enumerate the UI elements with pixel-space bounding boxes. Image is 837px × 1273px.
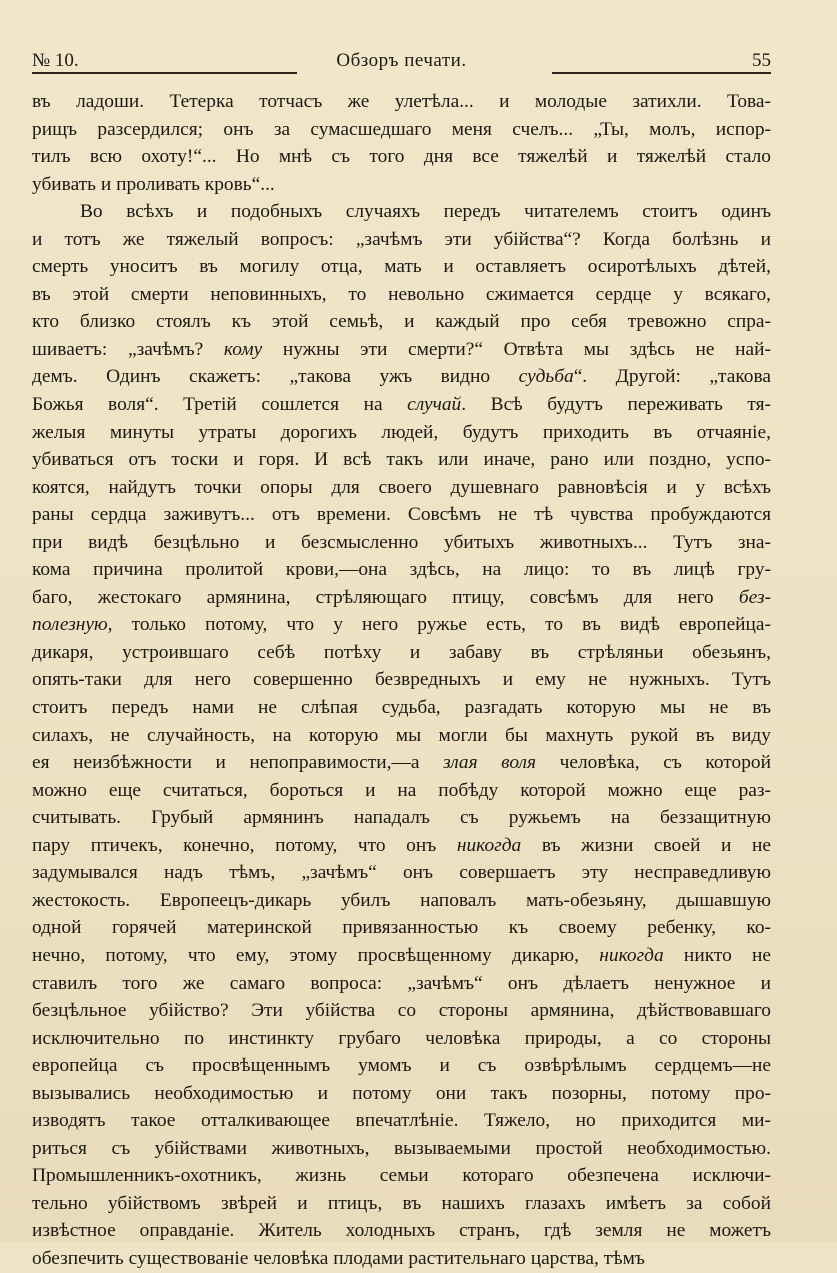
text-segment: желыя минуты утраты дорогихъ людей, будутъ приходить въ отчаяніе, [32,421,771,443]
text-line [32,749,771,777]
text-segment: . Всѣ будутъ переживать тя- [461,394,771,416]
text-segment: раны сердца заживутъ... отъ времени. Совсѣмъ не тѣ чувства пробуждаются [32,504,771,526]
text-line [32,253,771,281]
text-segment: одной горячей материнской привязанностью къ своему ребенку, ко- [32,917,771,939]
text-segment: безцѣльное убійство? Эти убійства со стороны армянина, дѣйствовавшаго [32,1000,771,1022]
text-line [32,722,771,750]
text-segment: въ ладоши. Тетерка тотчасъ же улетѣла... и молодые затихли. Това- [32,91,771,112]
text-segment: Во всѣхъ и подобныхъ случаяхъ передъ читателемъ стоитъ одинъ [80,201,771,223]
text-segment: кома причина пролитой крови,—она здѣсь, на лицо: то въ лицѣ гру- [32,559,771,581]
italic-text: никогда [456,834,522,856]
text-line [32,942,771,970]
text-line [32,611,771,639]
text-line [32,859,771,887]
italic-text: без- [738,586,771,608]
text-segment: убивать и проливать кровь“... [32,173,275,195]
text-line [32,391,771,419]
text-segment: человѣка, съ которой [536,752,771,774]
text-segment: пару птичекъ, конечно, потому, что онъ [32,834,457,856]
text-line [32,997,771,1025]
text-segment: изводятъ такое отталкивающее впечатлѣніе. Тяжело, но приходится ми- [32,1110,771,1132]
text-segment: считывать. Грубый армянинъ нападалъ съ ружьемъ на беззащитную [32,807,771,829]
text-segment: обезпечить существованіе человѣка плодами растительнаго царства, тѣмъ [32,1247,645,1269]
text-line [32,474,771,502]
text-segment: , только потому, что у него ружье есть, то въ видѣ европейца- [107,614,771,636]
text-segment: силахъ, не случайность, на которую мы могли бы махнуть рукой въ виду [32,724,771,746]
text-line [32,970,771,998]
text-segment: Божья воля“. Третій сошлется на [32,394,408,416]
text-segment: въ этой смерти неповинныхъ, то невольно сжимается сердце у всякаго, [32,283,771,305]
text-segment: демъ. Одинъ скажетъ: „такова ужъ видно [32,366,519,388]
italic-text: никогда [599,944,664,966]
text-segment: баго, жестокаго армянина, стрѣляющаго птицу, совсѣмъ для него [32,586,739,608]
section-title: Обзоръ печати. [336,50,467,71]
text-segment: риться съ убійствами животныхъ, вызываемыми простой необходимостью. [32,1137,771,1159]
text-segment: опять-таки для него совершенно безвредныхъ и ему не нужныхъ. Тутъ [32,669,771,691]
text-line [32,804,771,832]
text-line [32,1217,771,1245]
text-line [32,1107,771,1135]
text-line [32,1245,771,1273]
text-segment: рищъ разсердился; онъ за сумасшедшаго меня счелъ... „Ты, молъ, испор- [32,118,771,140]
text-line [32,832,771,860]
text-line [32,419,771,447]
text-segment: тилъ всю охоту!“... Но мнѣ съ того дня все тяжелѣй и тяжелѣй стало [32,146,771,168]
text-line [32,529,771,557]
text-segment: ставилъ того же самаго вопроса: „зачѣмъ“ онъ дѣлаетъ ненужное и [32,972,771,994]
italic-text: кому [223,338,263,360]
text-segment: Промышленникъ-охотникъ, жизнь семьи котораго обезпечена исключи- [32,1165,771,1187]
text-line [32,1052,771,1080]
text-segment: стоитъ передъ нами не слѣпая судьба, разгадать которую мы не въ [32,697,771,719]
text-line [32,666,771,694]
text-segment: кто близко стоялъ къ этой семьѣ, и каждый про себя тревожно спра- [32,311,771,333]
text-segment: коятся, найдутъ точки опоры для своего душевнаго равновѣсія и у всѣхъ [32,476,771,498]
text-line [32,556,771,584]
text-line [32,584,771,612]
text-line [32,198,771,226]
text-line [32,281,771,309]
running-header [32,44,771,76]
header-rule-left [32,72,297,74]
text-segment: убиваться отъ тоски и горя. И всѣ такъ или иначе, рано или поздно, успо- [32,449,771,471]
issue-number: № 10. [32,50,79,71]
text-line [32,1080,771,1108]
text-segment: тельно убійствомъ звѣрей и птицъ, въ нашихъ глазахъ имѣетъ за собой [32,1192,771,1214]
italic-text: злая воля [443,752,537,774]
text-line [32,308,771,336]
text-segment: ея неизбѣжности и непоправимости,—а [32,752,444,774]
text-segment: вызывались необходимостью и потому они такъ позорны, потому про- [32,1082,771,1104]
text-segment: никто не [663,944,771,966]
text-segment: задумывался надъ тѣмъ, „зачѣмъ“ онъ совершаетъ эту несправедливую [32,862,771,884]
text-line [32,88,771,116]
text-line [32,1190,771,1218]
text-line [32,446,771,474]
text-line [32,887,771,915]
text-segment: нужны эти смерти?“ Отвѣта мы здѣсь не най- [262,338,771,360]
text-line [32,777,771,805]
text-line [32,226,771,254]
body-text [32,88,771,1273]
text-line [32,336,771,364]
text-segment: при видѣ безцѣльно и безсмысленно убитыхъ животныхъ... Тутъ зна- [32,531,771,553]
italic-text: случай [407,394,462,416]
text-line [32,914,771,942]
text-segment: европейца съ просвѣщеннымъ умомъ и съ озвѣрѣлымъ сердцемъ—не [32,1055,771,1077]
text-segment: дикаря, устроившаго себѣ потѣху и забаву въ стрѣляньи обезьянъ, [32,641,771,663]
text-segment: исключительно по инстинкту грубаго человѣка природы, а со стороны [32,1027,771,1049]
text-line [32,116,771,144]
text-segment: жестокость. Европеецъ-дикарь убилъ наповалъ мать-обезьяну, дышавшую [32,889,771,911]
text-line [32,171,771,199]
italic-text: полезную [32,614,108,636]
text-segment: въ жизни своей и не [521,834,771,856]
header-rule-right [552,72,771,74]
text-line [32,1135,771,1163]
text-segment: извѣстное оправданіе. Житель холодныхъ странъ, гдѣ земля не можетъ [32,1220,771,1242]
page-number: 55 [752,50,771,71]
text-segment: шиваетъ: „зачѣмъ? [32,338,224,360]
text-line [32,363,771,391]
text-line [32,501,771,529]
text-line [32,143,771,171]
text-line [32,1025,771,1053]
text-segment: можно еще считаться, бороться и на побѣду которой можно еще раз- [32,779,771,801]
text-segment: “. Другой: „такова [573,366,771,388]
text-line [32,694,771,722]
text-segment: и тотъ же тяжелый вопросъ: „зачѣмъ эти убійства“? Когда болѣзнь и [32,228,771,250]
italic-text: судьба [518,366,574,388]
text-segment: смерть уноситъ въ могилу отца, мать и оставляетъ осиротѣлыхъ дѣтей, [32,256,771,278]
text-line [32,1162,771,1190]
text-line [32,639,771,667]
text-segment: нечно, потому, что ему, этому просвѣщенному дикарю, [32,944,600,966]
